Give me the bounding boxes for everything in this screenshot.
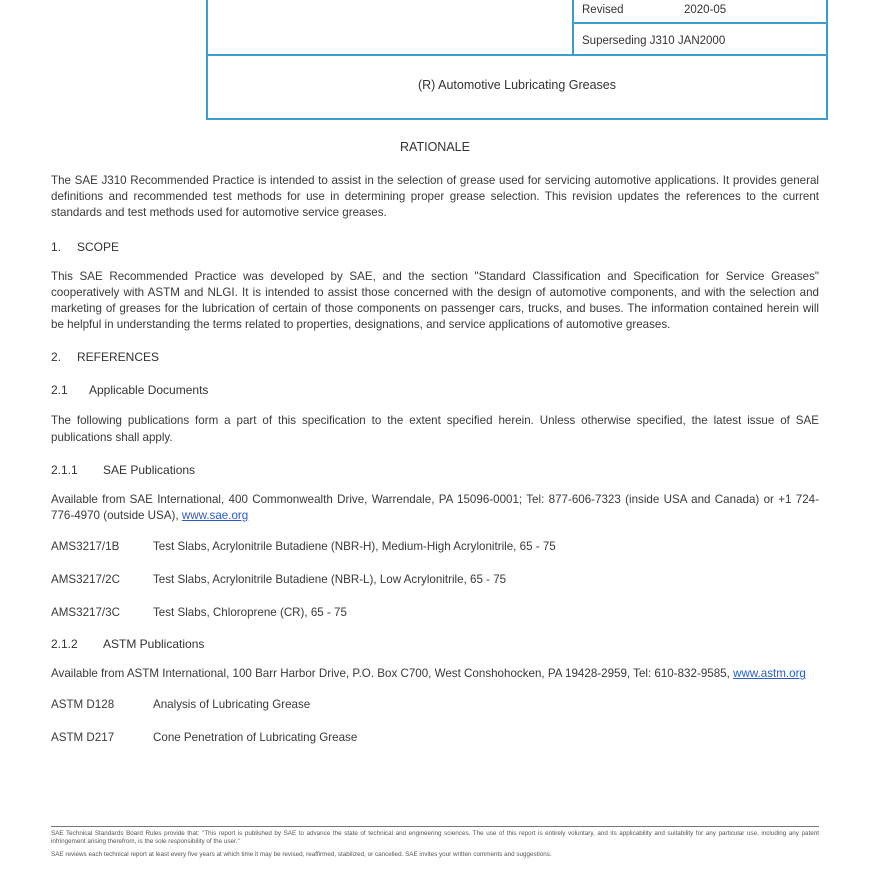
section-number: 2.1.1 xyxy=(51,462,78,477)
document-header-box xyxy=(206,0,828,120)
section-title: ASTM Publications xyxy=(103,637,205,652)
scope-paragraph: This SAE Recommended Practice was developed by SAE, and the section "Standard Classification and Specification for Service Greases" cooperatively with ASTM and NLGI. It is intended to assist those concerned with the design of automotive components, and with the selection and marketing of greases for the lubrication of certain of those components on passenger cars, trucks, and buses. The information contained herein will be helpful in understanding the terms related to properties, designations, and service applications of automotive greases. xyxy=(51,269,819,332)
section-heading-references xyxy=(51,348,819,366)
astm-availability-paragraph xyxy=(51,666,819,682)
reference-description: Cone Penetration of Lubricating Grease xyxy=(153,731,358,745)
document-body xyxy=(51,140,819,747)
footer-divider xyxy=(51,826,819,827)
reference-item xyxy=(51,696,819,714)
header-divider xyxy=(572,0,574,54)
section-number: 2.1.2 xyxy=(51,637,78,652)
section-number: 2.1 xyxy=(51,383,68,398)
reference-code: AMS3217/1B xyxy=(51,540,120,554)
superseding-note: Superseding J310 JAN2000 xyxy=(582,35,726,47)
rationale-paragraph: The SAE J310 Recommended Practice is intended to assist in the selection of grease used for servicing automotive applications. It provides general definitions and recommended test methods for use in determining proper grease selection. This revision updates the references to the current standards and test methods used for automotive service greases. xyxy=(51,174,819,220)
reference-description: Analysis of Lubricating Grease xyxy=(153,698,311,712)
revised-date: 2020-05 xyxy=(684,4,727,16)
reference-item xyxy=(51,571,819,589)
document-title: (R) Automotive Lubricating Greases xyxy=(417,78,616,92)
section-title: Applicable Documents xyxy=(89,383,209,398)
section-heading-astm-publications xyxy=(51,635,819,653)
applicable-documents-paragraph: The following publications form a part of this specification to the extent specified herein. Unless otherwise specified, the latest issue of SAE publications shall apply. xyxy=(51,414,819,444)
section-title: REFERENCES xyxy=(77,350,160,365)
footer-notice-line: SAE Technical Standards Board Rules provide that: "This report is published by SAE to advance the state of technical and engineering sciences. The use of this report is entirely voluntary, and its applicability and suitability for any particular use, including any patent infringement arising therefrom, is the sole responsibility of the user." xyxy=(51,830,819,846)
reference-code: ASTM D128 xyxy=(51,698,115,712)
footer-notice xyxy=(51,830,819,863)
reference-code: AMS3217/3C xyxy=(51,606,120,620)
sae-website-link[interactable]: www.sae.org xyxy=(181,509,249,523)
sae-availability-text: Available from SAE International, 400 Commonwealth Drive, Warrendale, PA 15096-0001; Tel: 877-606-7323 (inside USA and Canada) or +1 724-776-4970 (outside USA), xyxy=(51,492,819,523)
reference-description: Test Slabs, Acrylonitrile Butadiene (NBR-H), Medium-High Acrylonitrile, 65 - 75 xyxy=(153,540,556,554)
reference-item xyxy=(51,729,819,747)
reference-item xyxy=(51,604,819,622)
reference-code: ASTM D217 xyxy=(51,731,115,745)
revised-label: Revised xyxy=(582,4,624,16)
sae-reference-list xyxy=(51,538,819,622)
section-number: 2. xyxy=(51,350,62,365)
section-title: SAE Publications xyxy=(103,462,196,477)
sae-availability-paragraph xyxy=(51,492,819,524)
section-number: 1. xyxy=(51,239,62,254)
astm-website-link[interactable]: www.astm.org xyxy=(733,667,806,681)
reference-description: Test Slabs, Acrylonitrile Butadiene (NBR-L), Low Acrylonitrile, 65 - 75 xyxy=(153,573,507,587)
astm-availability-text: Available from ASTM International, 100 Barr Harbor Drive, P.O. Box C700, West Conshohocken, PA 19428-2959, Tel: 610-832-9585, xyxy=(51,667,730,681)
footer-notice-line: SAE reviews each technical report at least every five years at which time it may be revised, reaffirmed, stabilized, or cancelled. SAE invites your written comments and suggestions. xyxy=(51,850,552,858)
section-heading-applicable-documents xyxy=(51,381,819,399)
section-heading-sae-publications xyxy=(51,461,819,479)
rationale-heading: RATIONALE xyxy=(400,140,470,154)
section-heading-scope xyxy=(51,238,819,256)
header-divider xyxy=(208,54,826,56)
astm-reference-list xyxy=(51,696,819,747)
reference-description: Test Slabs, Chloroprene (CR), 65 - 75 xyxy=(153,606,347,620)
header-divider xyxy=(572,22,826,24)
reference-item xyxy=(51,538,819,556)
section-title: SCOPE xyxy=(77,239,120,254)
reference-code: AMS3217/2C xyxy=(51,573,120,587)
